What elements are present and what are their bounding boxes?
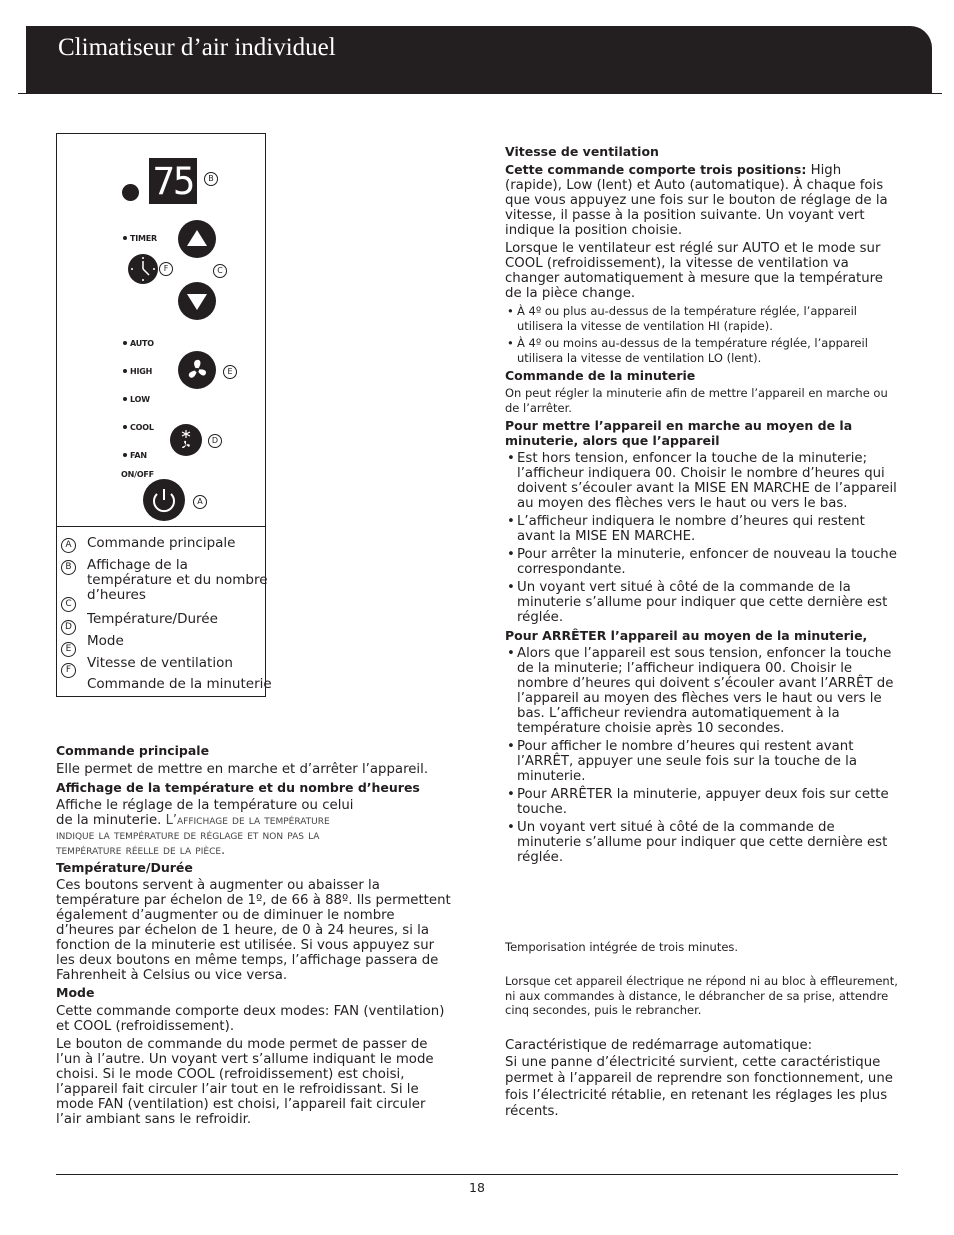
- list-item: • À 4º ou plus au-dessus de la température réglée, l’appareil utilisera la vitesse de ventilation HI (rapide).: [505, 304, 900, 333]
- onoff-label: ON/OFF: [121, 470, 154, 479]
- list-item: • Pour arrêter la minuterie, enfoncer de nouveau la touche correspondante.: [505, 547, 900, 577]
- legend-badge-f: F: [61, 663, 76, 678]
- legend-badge-c: C: [61, 597, 76, 612]
- temperature-display: 75: [149, 158, 197, 204]
- left-column: [56, 743, 451, 1127]
- list-item: • À 4º ou moins au-dessus de la température réglée, l’appareil utilisera la vitesse de ventilation LO (lent).: [505, 336, 900, 365]
- page-number: 18: [469, 1180, 485, 1195]
- header-rule: [18, 93, 942, 94]
- badge-d: D: [208, 434, 222, 448]
- clock-icon: [128, 254, 158, 284]
- low-indicator: [123, 395, 150, 404]
- section-heading: Température/Durée: [56, 860, 193, 875]
- fan-indicator: [123, 451, 147, 460]
- bullet-list: [505, 646, 900, 865]
- auto-label: AUTO: [130, 339, 154, 348]
- power-led: [122, 184, 139, 201]
- fan-label: FAN: [130, 451, 147, 460]
- legend-label-c: Température/Durée: [87, 611, 218, 627]
- section-body: High (rapide), Low (lent) et Auto (automatique). À chaque fois que vous appuyez une fois sur le bouton de réglage de la vitesse, il passe à la position suivante. Un voyant vert indique la position choisie.: [505, 163, 888, 238]
- legend-badge-e: E: [61, 642, 76, 657]
- power-icon: [143, 479, 185, 521]
- section-lead: Cette commande comporte trois positions:: [505, 162, 807, 177]
- badge-b: B: [204, 172, 218, 186]
- timer-indicator: [123, 234, 157, 243]
- badge-c: C: [213, 264, 227, 278]
- mode-button[interactable]: [170, 424, 202, 456]
- legend-label-e: Vitesse de ventilation: [87, 655, 233, 671]
- bullet-list: [505, 304, 900, 365]
- display-note: L’affichage de la température indique la température de réglage et non pas la température réelle de la pièce.: [56, 813, 330, 858]
- list-item: • Est hors tension, enfoncer la touche de la minuterie; l’afficheur indiquera 00. Choisir le nombre d’heures qui doivent s’écouler avant la MISE EN MARCHE de l’appareil au moyen des flèches vers le haut ou vers le bas.: [505, 451, 900, 511]
- auto-indicator: [123, 339, 154, 348]
- section-heading: Affichage de la température et du nombre d’heures: [56, 780, 420, 795]
- auto-restart-text: Si une panne d’électricité survient, cette caractéristique permet à l’appareil de reprendre son fonctionnement, une fois l’électricité rétablie, en retenant les réglages les plus récents.: [505, 1054, 893, 1119]
- section-text: Ces boutons servent à augmenter ou abaisser la température par échelon de 1º, de 66 à 88º. Ils permettent également d’augmenter ou de diminuer le nombre d’heures par échelon de 1 heure, de 0 à 24 heures, si la fonction de la minuterie est utilisée. Si vous appuyez sur les deux boutons en même temps, l’affichage passera de Fahrenheit à Celsius ou vice versa.: [56, 878, 451, 983]
- down-arrow-button[interactable]: [178, 282, 216, 320]
- cool-label: COOL: [130, 423, 154, 432]
- low-label: LOW: [130, 395, 150, 404]
- page-title: Climatiseur d’air individuel: [58, 34, 336, 61]
- badge-e: E: [223, 365, 237, 379]
- fan-speed-button[interactable]: [178, 351, 216, 389]
- timer-button[interactable]: [128, 254, 158, 284]
- down-arrow-icon: [178, 282, 216, 320]
- footer-rule: [56, 1174, 898, 1175]
- legend-badge-a: A: [61, 538, 76, 553]
- section-text: [56, 798, 366, 858]
- section-text: [505, 162, 900, 238]
- fan-icon: [178, 351, 216, 389]
- right-column: [505, 144, 900, 865]
- legend-label-a: Commande principale: [87, 535, 236, 551]
- auto-restart-note: [505, 1038, 900, 1121]
- section-heading: Mode: [56, 985, 95, 1000]
- control-panel-diagram: [56, 133, 272, 697]
- list-item: • Pour afficher le nombre d’heures qui restent avant l’ARRÊT, appuyer une seule fois sur la touche de la minuterie.: [505, 739, 900, 784]
- section-text: On peut régler la minuterie afin de mettre l’appareil en marche ou de l’arrêter.: [505, 386, 888, 415]
- section-heading: Pour mettre l’appareil en marche au moyen de la minuterie, alors que l’appareil: [505, 418, 853, 448]
- delay-note: Temporisation intégrée de trois minutes.: [505, 940, 739, 954]
- auto-restart-title: Caractéristique de redémarrage automatique:: [505, 1038, 813, 1053]
- section-text: Lorsque le ventilateur est réglé sur AUTO et le mode sur COOL (refroidissement), la vitesse de ventilation va changer automatiquement à mesure que la température de la pièce change.: [505, 241, 883, 301]
- section-heading: Vitesse de ventilation: [505, 144, 659, 159]
- list-item: • Un voyant vert situé à côté de la commande de la minuterie s’allume pour indiquer que cette dernière est réglée.: [505, 580, 900, 625]
- list-item: • Alors que l’appareil est sous tension, enfoncer la touche de la minuterie; l’afficheur indiquera 00. Choisir le nombre d’heures qui doivent s’écouler avant l’ARRÊT de l’appareil au moyen des flèches vers le haut ou vers le bas. L’afficheur reviendra automatiquement à la température choisie après 10 secondes.: [505, 646, 900, 736]
- reset-note: Lorsque cet appareil électrique ne répond ni au bloc à effleurement, ni aux commandes à distance, le débrancher de sa prise, attendre cinq secondes, puis le rebrancher.: [505, 974, 898, 1017]
- display-description: Affiche le réglage de la température ou celui de la minuterie.: [56, 798, 354, 828]
- list-item: • Pour ARRÊTER la minuterie, appuyer deux fois sur cette touche.: [505, 787, 900, 817]
- panel-divider: [57, 526, 265, 527]
- snowflake-fan-icon: [170, 424, 202, 456]
- up-arrow-button[interactable]: [178, 220, 216, 258]
- power-button[interactable]: [143, 479, 185, 521]
- legend-label-d: Mode: [87, 633, 124, 649]
- section-heading: Pour ARRÊTER l’appareil au moyen de la minuterie,: [505, 628, 868, 643]
- high-indicator: [123, 367, 152, 376]
- list-item: • L’afficheur indiquera le nombre d’heures qui restent avant la MISE EN MARCHE.: [505, 514, 900, 544]
- section-heading: Commande principale: [56, 743, 210, 758]
- badge-f: F: [159, 262, 173, 276]
- cool-indicator: [123, 423, 154, 432]
- timer-label: TIMER: [130, 234, 158, 243]
- section-text: Cette commande comporte deux modes: FAN (ventilation) et COOL (refroidissement).: [56, 1004, 445, 1034]
- badge-a: A: [193, 495, 207, 509]
- list-item: • Un voyant vert situé à côté de la commande de minuterie s’allume pour indiquer que cette dernière est réglée.: [505, 820, 900, 865]
- up-arrow-icon: [178, 220, 216, 258]
- legend-label-b: Affichage de la température et du nombre d’heures: [87, 557, 268, 603]
- section-text: Le bouton de commande du mode permet de passer de l’un à l’autre. Un voyant vert s’allume indiquant le mode choisi. Si le mode COOL (refroidissement) est choisi, l’appareil fait circuler l’air tout en le refroidissant. Si le mode FAN (ventilation) est choisi, l’appareil fait circuler l’air ambiant sans le refroidir.: [56, 1037, 434, 1127]
- legend-badge-b: B: [61, 560, 76, 575]
- bullet-list: [505, 451, 900, 625]
- section-text: Elle permet de mettre en marche et d’arrêter l’appareil.: [56, 762, 429, 777]
- legend-label-f: Commande de la minuterie: [87, 676, 272, 692]
- section-heading: Commande de la minuterie: [505, 368, 696, 383]
- legend-badge-d: D: [61, 620, 76, 635]
- high-label: HIGH: [130, 367, 153, 376]
